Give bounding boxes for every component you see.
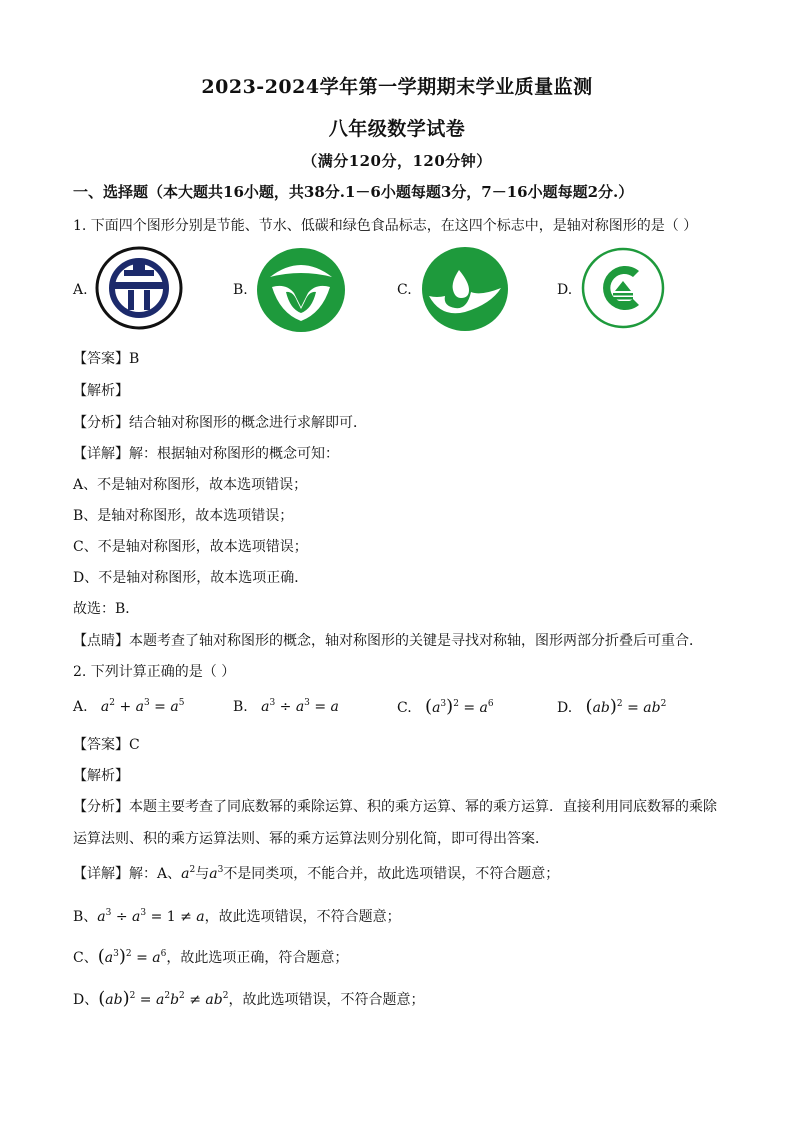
score-info: （满分120分，120分钟） [302, 152, 492, 170]
q2-detail-c-prefix: C、 [73, 950, 98, 966]
q2-option-c-formula: $(a^3)^2 = a^6$ [425, 696, 494, 717]
q2-detail-a-term2: $a^3$ [209, 865, 224, 882]
q2-stem: 2. 下列计算正确的是（ ） [73, 664, 236, 680]
q2-fenxi-line2: 运算法则、积的乘方运算法则、幂的乘方运算法则分别化简，即可得出答案． [73, 831, 549, 847]
q2-detail-d [73, 988, 733, 1009]
q2-answer: 【答案】C [73, 737, 140, 753]
energy-saving-logo-icon [95, 246, 183, 330]
q2-detail-d-suffix: ，故此选项错误，不符合题意； [228, 992, 425, 1008]
q2-detail-a [73, 863, 733, 883]
q2-option-a-formula: $a^2 + a^3 = a^5$ [92, 698, 185, 715]
q2-detail-c-suffix: ，故此选项正确，符合题意； [166, 950, 349, 966]
low-carbon-logo-icon [421, 246, 509, 332]
q2-detail-b-suffix: ，故此选项错误，不符合题意； [204, 909, 401, 925]
water-saving-logo-icon [256, 247, 346, 333]
q1-comment: 【点睛】本题考查了轴对称图形的概念，轴对称图形的关键是寻找对称轴，图形两部分折叠后可重合． [73, 633, 703, 649]
q2-detail-d-prefix: D、 [73, 992, 99, 1008]
q2-analysis-label: 【解析】 [73, 768, 129, 784]
exam-subtitle: 八年级数学试卷 [328, 118, 466, 140]
section-heading: 一、选择题（本大题共16小题，共38分.1－6小题每题3分，7－16小题每题2分.） [73, 183, 634, 201]
q1-detail-a: A、不是轴对称图形，故本选项错误； [73, 477, 308, 493]
q1-detail-intro: 【详解】解：根据轴对称图形的概念可知： [73, 446, 339, 462]
q1-answer: 【答案】B [73, 351, 140, 367]
q1-detail-d: D、不是轴对称图形，故本选项正确． [73, 570, 309, 586]
q2-detail-c [73, 946, 733, 967]
q2-detail-a-suffix: 不是同类项，不能合并，故此选项错误，不符合题意； [223, 866, 560, 882]
q2-detail-d-formula: $(ab)^2 = a^2b^2 \ne ab^2$ [98, 988, 229, 1009]
q1-analysis-label: 【解析】 [73, 383, 129, 399]
q2-option-a [73, 698, 184, 715]
q2-option-c-label: C. [397, 700, 412, 716]
q2-option-b-formula: $a^3 \div a^3 = a$ [252, 698, 339, 715]
q1-option-b-label: B. [233, 282, 248, 298]
q2-option-d [557, 696, 666, 717]
green-food-logo-icon [581, 247, 665, 329]
q2-option-c [397, 696, 494, 717]
q2-option-d-label: D. [557, 700, 573, 716]
q1-stem: 1. 下面四个图形分别是节能、节水、低碳和绿色食品标志，在这四个标志中，是轴对称图形的是（ ） [73, 218, 698, 234]
q2-option-d-formula: $(ab)^2 = ab^2$ [585, 696, 667, 717]
q1-detail-b: B、是轴对称图形，故本选项错误； [73, 508, 294, 524]
q2-detail-a-term1: $a^2$ [181, 865, 196, 882]
q2-detail-b-prefix: B、 [73, 909, 98, 925]
q1-fenxi: 【分析】结合轴对称图形的概念进行求解即可． [73, 415, 367, 431]
q2-option-b-label: B. [233, 699, 248, 715]
q2-option-a-label: A. [73, 699, 88, 715]
q1-detail-c: C、不是轴对称图形，故本选项错误； [73, 539, 308, 555]
q1-choice: 故选：B． [73, 601, 140, 617]
q2-fenxi-line1: 【分析】本题主要考查了同底数幂的乘除运算、积的乘方运算、幂的乘方运算．直接利用同底数幂的乘除 [73, 799, 717, 815]
q2-detail-b [73, 906, 733, 926]
q1-option-a-label: A. [73, 282, 88, 298]
q2-detail-a-mid: 与 [195, 866, 210, 882]
q1-option-c-label: C. [397, 282, 412, 298]
q1-option-d-label: D. [557, 282, 573, 298]
q2-option-b [233, 698, 339, 715]
exam-title: 2023-2024学年第一学期期末学业质量监测 [201, 76, 593, 98]
q2-detail-a-prefix: 【详解】解：A、 [73, 866, 182, 882]
q2-detail-b-formula: $a^3 \div a^3 = 1 \ne a$ [97, 908, 205, 925]
q2-detail-c-formula: $(a^3)^2 = a^6$ [97, 946, 167, 967]
